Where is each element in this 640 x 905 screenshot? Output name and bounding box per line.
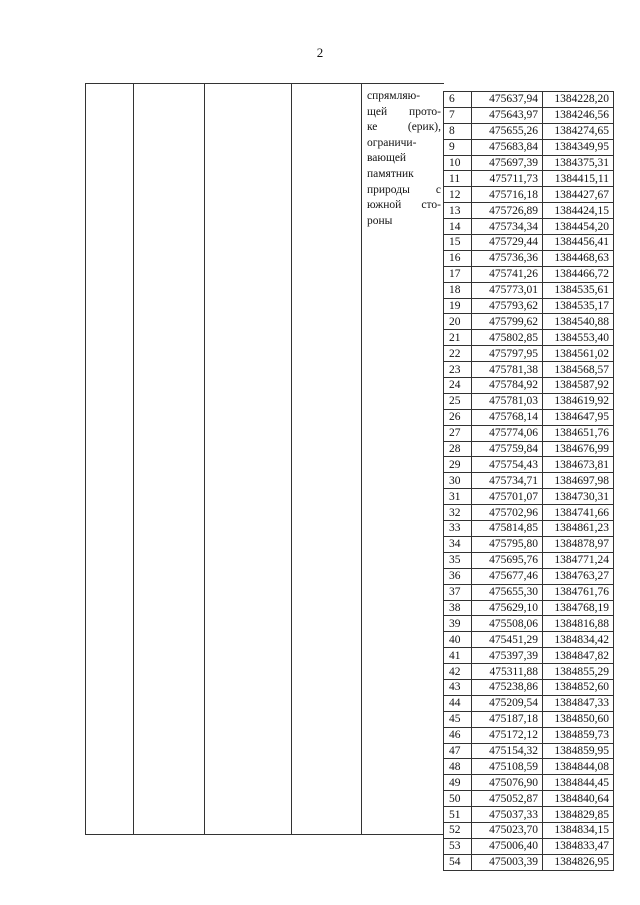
y-coordinate-cell: 1384427,67 [543,187,614,203]
x-coordinate-cell: 475643,97 [472,107,543,123]
y-coordinate-cell: 1384852,60 [543,679,614,695]
table-row [444,536,614,552]
table-row [444,552,614,568]
column-divider-4 [361,84,362,834]
x-coordinate-cell: 475108,59 [472,759,543,775]
y-coordinate-cell: 1384855,29 [543,664,614,680]
x-coordinate-cell: 475802,85 [472,330,543,346]
y-coordinate-cell: 1384651,76 [543,425,614,441]
x-coordinate-cell: 475759,84 [472,441,543,457]
table-row [444,759,614,775]
y-coordinate-cell: 1384349,95 [543,139,614,155]
description-line: ке (ерик), [367,121,441,134]
table-row [444,600,614,616]
y-coordinate-cell: 1384840,64 [543,791,614,807]
point-number-cell: 17 [444,266,472,282]
x-coordinate-cell: 475076,90 [472,775,543,791]
y-coordinate-cell: 1384228,20 [543,92,614,108]
table-row [444,171,614,187]
table-row [444,346,614,362]
point-number-cell: 23 [444,362,472,378]
x-coordinate-cell: 475716,18 [472,187,543,203]
point-number-cell: 29 [444,457,472,473]
table-row [444,203,614,219]
y-coordinate-cell: 1384826,95 [543,854,614,870]
point-number-cell: 10 [444,155,472,171]
y-coordinate-cell: 1384859,73 [543,727,614,743]
column-divider-1 [133,84,134,834]
table-row [444,807,614,823]
x-coordinate-cell: 475397,39 [472,648,543,664]
point-number-cell: 53 [444,838,472,854]
y-coordinate-cell: 1384540,88 [543,314,614,330]
x-coordinate-cell: 475451,29 [472,632,543,648]
table-row [444,727,614,743]
point-number-cell: 18 [444,282,472,298]
table-row [444,791,614,807]
point-number-cell: 8 [444,123,472,139]
y-coordinate-cell: 1384878,97 [543,536,614,552]
table-row [444,521,614,537]
point-number-cell: 24 [444,378,472,394]
x-coordinate-cell: 475793,62 [472,298,543,314]
x-coordinate-cell: 475736,36 [472,250,543,266]
point-number-cell: 34 [444,536,472,552]
point-number-cell: 54 [444,854,472,870]
description-line: природы с [367,183,441,196]
point-number-cell: 50 [444,791,472,807]
table-row [444,314,614,330]
y-coordinate-cell: 1384741,66 [543,505,614,521]
point-number-cell: 35 [444,552,472,568]
point-number-cell: 7 [444,107,472,123]
x-coordinate-cell: 475814,85 [472,521,543,537]
point-number-cell: 33 [444,521,472,537]
y-coordinate-cell: 1384771,24 [543,552,614,568]
x-coordinate-cell: 475701,07 [472,489,543,505]
point-number-cell: 26 [444,409,472,425]
table-row [444,409,614,425]
point-number-cell: 20 [444,314,472,330]
y-coordinate-cell: 1384619,92 [543,393,614,409]
x-coordinate-cell: 475711,73 [472,171,543,187]
x-coordinate-cell: 475311,88 [472,664,543,680]
point-number-cell: 15 [444,235,472,251]
point-number-cell: 41 [444,648,472,664]
x-coordinate-cell: 475734,71 [472,473,543,489]
column-divider-2 [204,84,205,834]
table-row [444,235,614,251]
table-row [444,187,614,203]
table-row [444,854,614,870]
point-number-cell: 11 [444,171,472,187]
x-coordinate-cell: 475784,92 [472,378,543,394]
x-coordinate-cell: 475037,33 [472,807,543,823]
table-row [444,568,614,584]
point-number-cell: 30 [444,473,472,489]
x-coordinate-cell: 475683,84 [472,139,543,155]
table-row [444,584,614,600]
x-coordinate-cell: 475006,40 [472,838,543,854]
y-coordinate-cell: 1384768,19 [543,600,614,616]
table-row [444,266,614,282]
point-number-cell: 52 [444,822,472,838]
table-row [444,393,614,409]
y-coordinate-cell: 1384568,57 [543,362,614,378]
y-coordinate-cell: 1384647,95 [543,409,614,425]
y-coordinate-cell: 1384553,40 [543,330,614,346]
x-coordinate-cell: 475781,03 [472,393,543,409]
y-coordinate-cell: 1384816,88 [543,616,614,632]
point-number-cell: 39 [444,616,472,632]
point-number-cell: 19 [444,298,472,314]
y-coordinate-cell: 1384676,99 [543,441,614,457]
y-coordinate-cell: 1384844,45 [543,775,614,791]
table-row [444,330,614,346]
y-coordinate-cell: 1384535,17 [543,298,614,314]
point-number-cell: 37 [444,584,472,600]
y-coordinate-cell: 1384456,41 [543,235,614,251]
y-coordinate-cell: 1384844,08 [543,759,614,775]
point-number-cell: 25 [444,393,472,409]
x-coordinate-cell: 475003,39 [472,854,543,870]
table-row [444,250,614,266]
point-number-cell: 47 [444,743,472,759]
table-row [444,664,614,680]
x-coordinate-cell: 475508,06 [472,616,543,632]
x-coordinate-cell: 475154,32 [472,743,543,759]
y-coordinate-cell: 1384861,23 [543,521,614,537]
y-coordinate-cell: 1384466,72 [543,266,614,282]
table-row [444,139,614,155]
point-number-cell: 12 [444,187,472,203]
description-line: южной сто- [367,199,441,212]
point-number-cell: 6 [444,92,472,108]
y-coordinate-cell: 1384697,98 [543,473,614,489]
x-coordinate-cell: 475187,18 [472,711,543,727]
point-number-cell: 36 [444,568,472,584]
point-number-cell: 31 [444,489,472,505]
x-coordinate-cell: 475238,86 [472,679,543,695]
table-row [444,298,614,314]
y-coordinate-cell: 1384375,31 [543,155,614,171]
y-coordinate-cell: 1384847,33 [543,695,614,711]
y-coordinate-cell: 1384587,92 [543,378,614,394]
point-number-cell: 16 [444,250,472,266]
x-coordinate-cell: 475754,43 [472,457,543,473]
description-line: роны [367,214,393,227]
point-number-cell: 45 [444,711,472,727]
y-coordinate-cell: 1384850,60 [543,711,614,727]
point-number-cell: 22 [444,346,472,362]
y-coordinate-cell: 1384454,20 [543,219,614,235]
point-number-cell: 43 [444,679,472,695]
table-row [444,155,614,171]
point-number-cell: 27 [444,425,472,441]
y-coordinate-cell: 1384834,15 [543,822,614,838]
x-coordinate-cell: 475677,46 [472,568,543,584]
table-row [444,711,614,727]
x-coordinate-cell: 475726,89 [472,203,543,219]
x-coordinate-cell: 475637,94 [472,92,543,108]
table-row [444,92,614,108]
x-coordinate-cell: 475797,95 [472,346,543,362]
point-number-cell: 21 [444,330,472,346]
table-row [444,107,614,123]
column-divider-3 [291,84,292,834]
y-coordinate-cell: 1384829,85 [543,807,614,823]
x-coordinate-cell: 475023,70 [472,822,543,838]
y-coordinate-cell: 1384274,65 [543,123,614,139]
description-line: ограничи- [367,136,417,149]
x-coordinate-cell: 475655,30 [472,584,543,600]
table-row [444,457,614,473]
x-coordinate-cell: 475697,39 [472,155,543,171]
x-coordinate-cell: 475768,14 [472,409,543,425]
outer-table [85,83,444,835]
x-coordinate-cell: 475734,34 [472,219,543,235]
y-coordinate-cell: 1384761,76 [543,584,614,600]
table-row [444,838,614,854]
point-number-cell: 32 [444,505,472,521]
table-row [444,123,614,139]
point-number-cell: 28 [444,441,472,457]
y-coordinate-cell: 1384415,11 [543,171,614,187]
y-coordinate-cell: 1384763,27 [543,568,614,584]
table-row [444,282,614,298]
x-coordinate-cell: 475741,26 [472,266,543,282]
table-row [444,362,614,378]
point-number-cell: 46 [444,727,472,743]
x-coordinate-cell: 475172,12 [472,727,543,743]
x-coordinate-cell: 475774,06 [472,425,543,441]
x-coordinate-cell: 475655,26 [472,123,543,139]
point-number-cell: 51 [444,807,472,823]
table-row [444,378,614,394]
table-row [444,505,614,521]
table-row [444,695,614,711]
y-coordinate-cell: 1384847,82 [543,648,614,664]
x-coordinate-cell: 475799,62 [472,314,543,330]
description-line: памятник [367,167,414,180]
y-coordinate-cell: 1384834,42 [543,632,614,648]
x-coordinate-cell: 475629,10 [472,600,543,616]
table-row [444,822,614,838]
point-number-cell: 9 [444,139,472,155]
point-number-cell: 49 [444,775,472,791]
point-number-cell: 42 [444,664,472,680]
point-number-cell: 38 [444,600,472,616]
table-row [444,648,614,664]
table-row [444,441,614,457]
table-row [444,616,614,632]
table-row [444,743,614,759]
description-line: щей прото- [367,105,441,118]
y-coordinate-cell: 1384246,56 [543,107,614,123]
coordinates-table [443,91,614,871]
table-row [444,679,614,695]
y-coordinate-cell: 1384561,02 [543,346,614,362]
y-coordinate-cell: 1384424,15 [543,203,614,219]
x-coordinate-cell: 475729,44 [472,235,543,251]
point-number-cell: 13 [444,203,472,219]
coordinates-table-body [444,92,614,871]
y-coordinate-cell: 1384859,95 [543,743,614,759]
point-number-cell: 48 [444,759,472,775]
description-line: спрямляю- [367,90,421,102]
y-coordinate-cell: 1384468,63 [543,250,614,266]
point-number-cell: 44 [444,695,472,711]
page-number: 2 [316,45,324,60]
table-row [444,425,614,441]
boundary-description [367,89,441,229]
point-number-cell: 40 [444,632,472,648]
point-number-cell: 14 [444,219,472,235]
table-row [444,473,614,489]
x-coordinate-cell: 475773,01 [472,282,543,298]
table-row [444,489,614,505]
y-coordinate-cell: 1384673,81 [543,457,614,473]
x-coordinate-cell: 475052,87 [472,791,543,807]
x-coordinate-cell: 475695,76 [472,552,543,568]
y-coordinate-cell: 1384730,31 [543,489,614,505]
y-coordinate-cell: 1384833,47 [543,838,614,854]
y-coordinate-cell: 1384535,61 [543,282,614,298]
x-coordinate-cell: 475781,38 [472,362,543,378]
description-line: вающей [367,152,407,165]
table-row [444,219,614,235]
x-coordinate-cell: 475702,96 [472,505,543,521]
table-row [444,775,614,791]
x-coordinate-cell: 475795,80 [472,536,543,552]
x-coordinate-cell: 475209,54 [472,695,543,711]
table-row [444,632,614,648]
